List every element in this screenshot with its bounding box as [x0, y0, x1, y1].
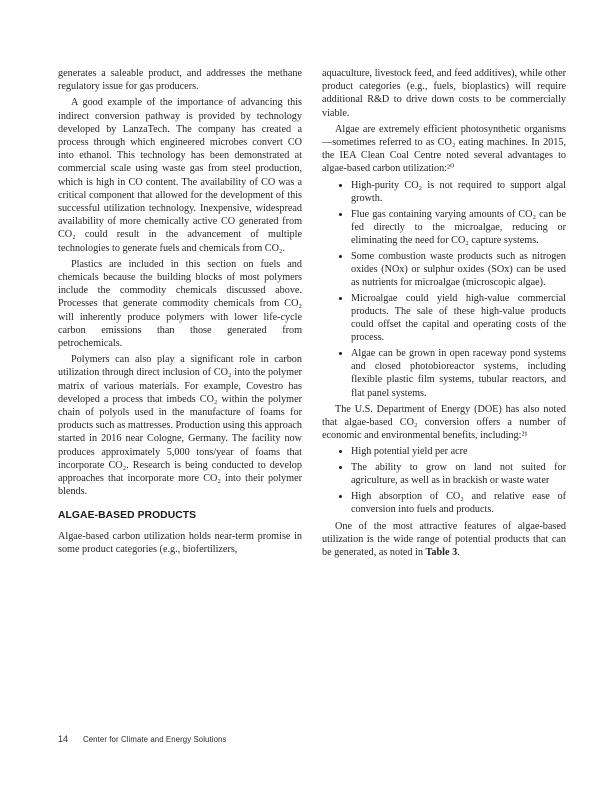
footer-organization-name: Center for Climate and Energy Solutions — [83, 735, 227, 744]
paragraph-methane-continuation: generates a saleable product, and addresses the methane regulatory issue for gas producers. — [58, 68, 302, 93]
list-item: • Microalgae could yield high-value commercial products. The sale of these high-value products could offset the capital and operating costs of the process. — [351, 292, 566, 345]
left-column — [58, 67, 302, 562]
paragraph-algae-intro-continuation: aquaculture, livestock feed, and feed additives), while other product categories (e.g., fuels, bioplastics) will require additional R&D to drive down costs to be commercially viable. — [322, 68, 566, 119]
right-column — [322, 67, 566, 562]
paragraph-plastics: Plastics are included in this section on fuels and chemicals because the building blocks of most polymers include the commodity chemicals discussed above. Processes that generate commodity chemicals from CO₂ will inherently produce polymers with lower life-cycle carbon emissions than those generated from petrochemicals. — [58, 258, 302, 350]
paragraph-table3: One of the most attractive features of algae-based utilization is the wide range of potential products that can be generated, as noted in Table 3. — [322, 520, 566, 558]
list-item: • High absorption of CO₂ and relative ease of conversion into fuels and products. — [351, 490, 566, 516]
list-item: • High potential yield per acre — [351, 445, 566, 458]
list-item: • High-purity CO₂ is not required to support algal growth. — [351, 179, 566, 205]
paragraph-algae-efficient: Algae are extremely efficient photosynthetic organisms—sometimes referred to as CO₂ eating machines. In 2015, the IEA Clean Coal Centre noted several advantages to algae-based carbon utilization:²⁰ — [322, 123, 566, 175]
text-columns — [58, 67, 566, 562]
paragraph-polymers: Polymers can also play a significant role in carbon utilization through direct inclusion of CO₂ into the polymer matrix of various materials. For example, Covestro has developed a process that imbeds CO₂ within the polymer chain of polyols used in the manufacture of foams for products such as mattresses. Production using this approach started in 2016 near Cologne, Germany. The facility now produces approximately 5,000 tons/year of foams that incorporate CO₂. Research is being conducted to develop approaches that incorporate more CO₂ into their polymer blends. — [58, 354, 302, 498]
paragraph-lanzatech: A good example of the importance of advancing this indirect conversion pathway is provided by technology developed by LanzaTech. The company has created a process through which engineered microbes convert CO into ethanol. This technology has been demonstrated at commercial scale using waste gas from steel production, which is high in CO content. The availability of CO was a critical component that allowed for the development of this successful utilization technology. Inexpensive, widespread availability of more chemically active CO generated from CO₂ could result in the advancement of multiple technologies to generate fuels and chemicals from CO₂. — [58, 97, 302, 254]
paragraph-doe: The U.S. Department of Energy (DOE) has also noted that algae-based CO₂ conversion offers a number of economic and environmental benefits, including:²¹ — [322, 403, 566, 442]
list-item: • The ability to grow on land not suited for agriculture, as well as in brackish or waste water — [351, 461, 566, 487]
paragraph-algae-intro: Algae-based carbon utilization holds near-term promise in some product categories (e.g., biofertilizers, — [58, 530, 302, 555]
benefits-bullet-list — [322, 445, 566, 516]
list-item: • Flue gas containing varying amounts of CO₂ can be fed directly to the microalgae, reducing or eliminating the need for CO₂ capture systems. — [351, 208, 566, 248]
advantages-bullet-list — [322, 179, 566, 400]
list-item: • Algae can be grown in open raceway pond systems and closed photobioreactor systems, including flexible plastic film systems, tubular reactors, and flat panel systems. — [351, 347, 566, 400]
section-heading-algae-based-products: ALGAE-BASED PRODUCTS — [58, 509, 197, 521]
page-number: 14 — [58, 734, 69, 744]
list-item: • Some combustion waste products such as nitrogen oxides (NOx) or sulphur oxides (SOx) can be used as nutrients for microalgae (microscopic algae). — [351, 250, 566, 290]
page-footer — [58, 734, 226, 744]
